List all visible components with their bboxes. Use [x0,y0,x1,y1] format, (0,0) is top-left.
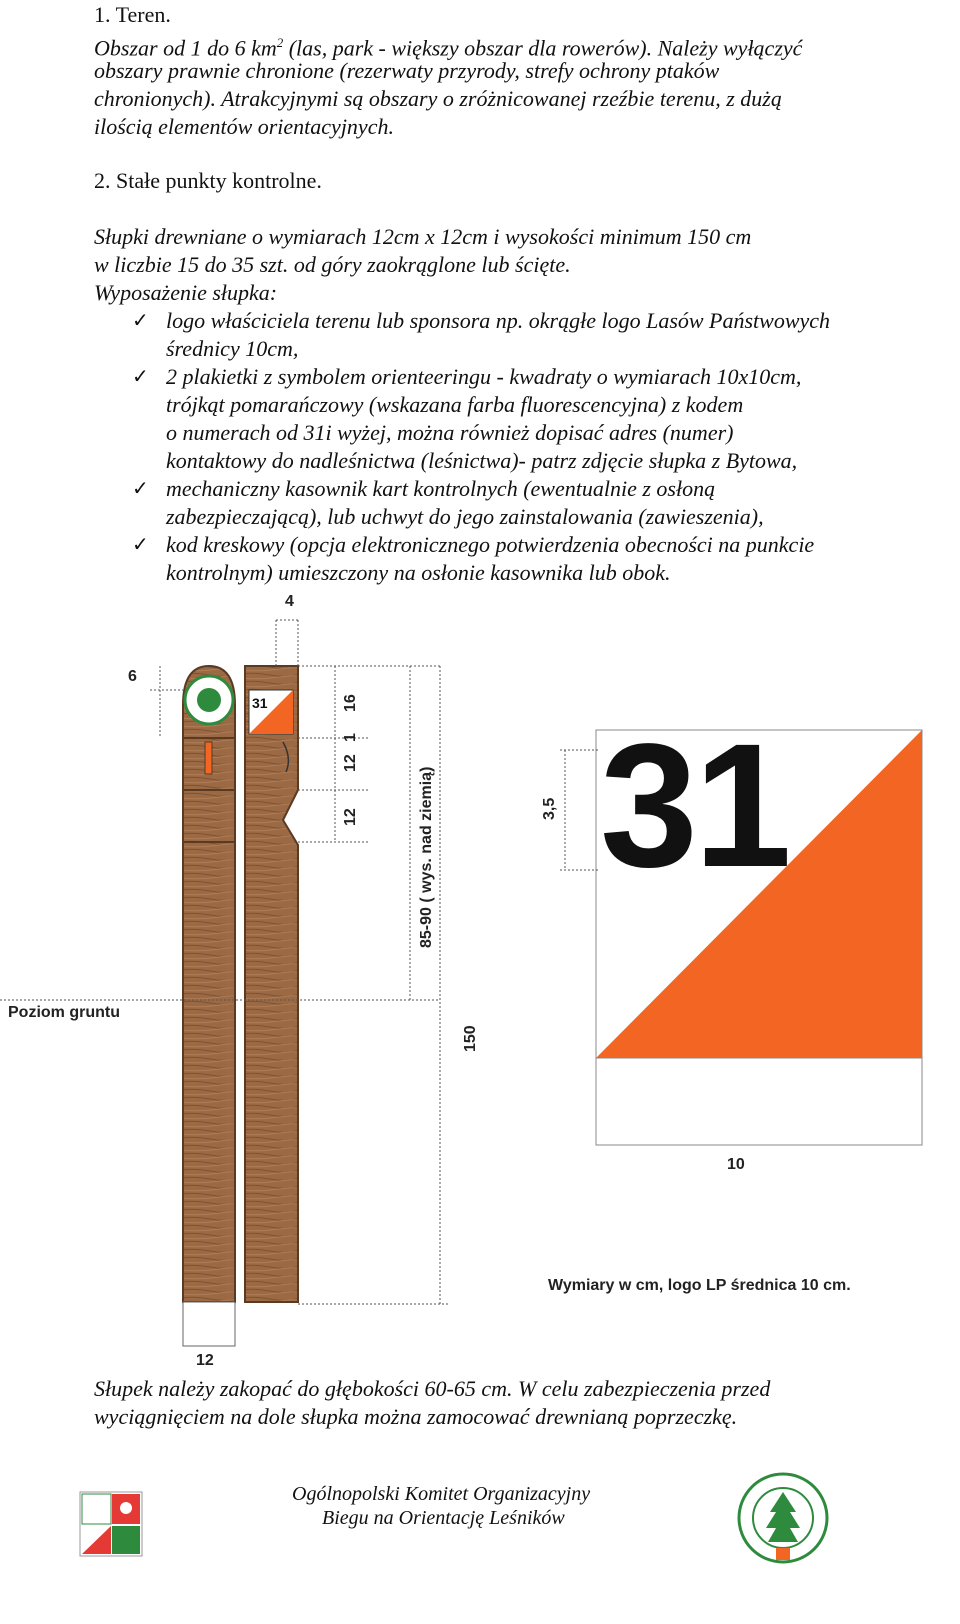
superscript: 2 [276,35,284,50]
dim-3-5-label: 3,5 [541,797,558,820]
item2-line1: 2 plakietki z symbolem orienteeringu - kwadraty o wymiarach 10x10cm, [166,364,802,389]
side-post [245,666,298,1302]
footer-org-line1: Ogólnopolski Komitet Organizacyjny [292,1483,591,1505]
dim-4-label: 4 [285,593,294,610]
section2-paragraph-2: w liczbie 15 do 35 szt. od góry zaokrąglone lub ścięte. [94,252,571,277]
item2-line2: trójkąt pomarańczowy (wskazana farba fluorescencyjna) z kodem [166,392,744,417]
closing-line2: wyciągnięciem na dole słupka można zamocować drewnianą poprzeczkę. [94,1404,738,1429]
equipment-title: Wyposażenie słupka: [94,280,278,305]
dim-12a-label: 12 [342,754,359,772]
diagram-caption: Wymiary w cm, logo LP średnica 10 cm. [548,1277,851,1294]
dim-10-label: 10 [727,1156,745,1173]
item2-line3: o numerach od 31i wyżej, można również dopisać adres (numer) [166,420,734,445]
ground-level-label: Poziom gruntu [8,1004,120,1021]
closing-line1: Słupek należy zakopać do głębokości 60-65 cm. W celu zabezpieczenia przed [94,1376,771,1401]
front-post [183,666,235,1346]
footer-org-line2: Biegu na Orientację Leśników [322,1507,565,1529]
dim-16-label: 16 [342,694,359,712]
section1-line3: chronionych). Atrakcyjnymi są obszary o zróżnicowanej rzeźbie terenu, z dużą [94,86,782,111]
dim-150-label: 150 [462,1025,479,1052]
check-icon: ✓ [132,534,149,556]
big-plate-number: 31 [600,708,788,904]
section1-line1-b: (las, park - większy obszar dla rowerów). Należy wyłączyć [283,35,803,61]
section1-heading: 1. Teren. [94,2,171,27]
dim-height-label: 85-90 ( wys. nad ziemią) [418,766,435,948]
punch-icon [205,742,212,774]
section1-line4: ilością elementów orientacyjnych. [94,114,394,139]
section2-paragraph-1: Słupki drewniane o wymiarach 12cm x 12cm i wysokości minimum 150 cm [94,224,752,249]
check-icon: ✓ [132,366,149,388]
item3-line2: zabezpieczającą), lub uchwyt do jego zainstalowania (zawieszenia), [166,504,764,529]
section2-heading: 2. Stałe punkty kontrolne. [94,168,322,193]
item1-line1: logo właściciela terenu lub sponsora np. okrągłe logo Lasów Państwowych [166,308,831,333]
item3-line1: mechaniczny kasownik kart kontrolnych (ewentualnie z osłoną [166,476,716,501]
section1-line2: obszary prawnie chronione (rezerwaty przyrody, strefy ochrony ptaków [94,58,720,83]
check-icon: ✓ [132,310,149,332]
item4-line2: kontrolnym) umieszczony na osłonie kasownika lub obok. [166,560,671,585]
dim-12-bottom-label: 12 [196,1352,214,1369]
section1-line1-a: Obszar od 1 do 6 km [94,35,277,61]
check-icon: ✓ [132,478,149,500]
dim-6-label: 6 [128,668,137,685]
item4-line1: kod kreskowy (opcja elektronicznego potwierdzenia obecności na punkcie [166,532,815,557]
dim-12b-label: 12 [342,808,359,826]
item1-line2: średnicy 10cm, [166,336,299,361]
dim-1-label: 1 [342,733,359,742]
small-plate-number: 31 [252,695,268,711]
item2-line4: kontaktowy do nadleśnictwa (leśnictwa)- patrz zdjęcie słupka z Bytowa, [166,448,798,473]
